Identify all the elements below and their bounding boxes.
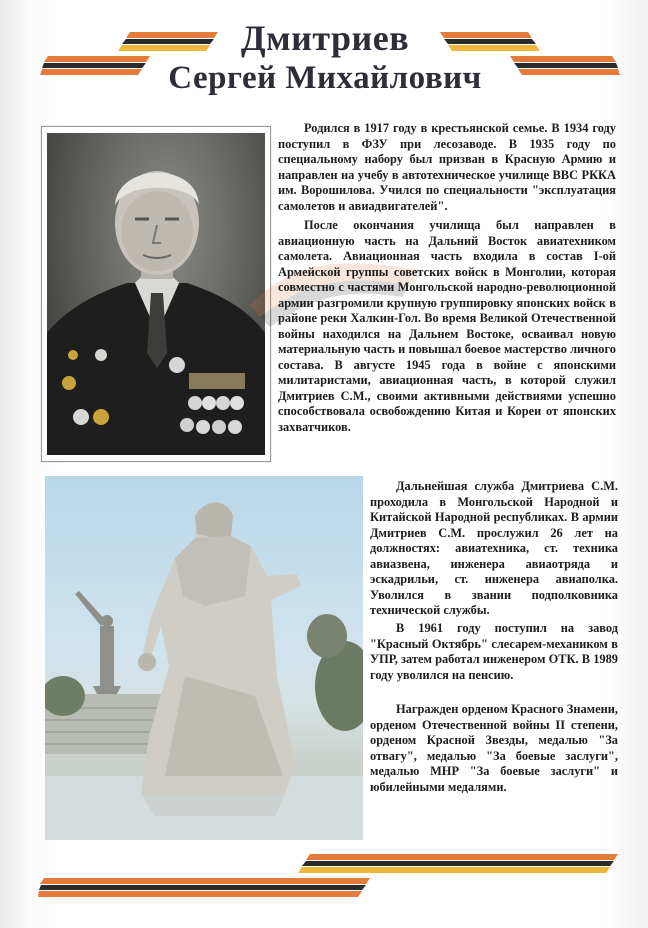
ribbon-top-right [440,30,620,78]
bio-paragraph-3: Дальнейшая служба Дмитриева С.М. проходила в Монгольской Народной и Китайской Народной республиках. В армии Дмитриев С.М. прослужил 26 лет на должностях: авиатехника, ст. техника авиазвена, инженера авиаотряда и эскадрильи, ст. инженера авиаполка. Уволился в звании подполковника технической службы. [370,479,618,617]
monument-photo [45,476,363,840]
st-george-ribbon-icon [40,32,218,75]
bio-paragraph-4: В 1961 году поступил на завод "Красный Октябрь" слесарем-механиком в УПР, затем работал инженером ОТК. В 1989 году уволился на пенсию. [370,621,618,682]
ribbon-bottom [38,852,620,904]
bio-paragraph-5: Награжден орденом Красного Знамени, орденом Отечественной войны II степени, орденом Красной Звезды, медалью "За отвагу", медалью "За боевые заслуги", медалью МНР "За боевые заслуги" и юбилейными медалями. [370,702,618,794]
st-george-ribbon-icon [440,32,620,75]
mamayev-kurgan-monument-icon [45,476,363,840]
portrait-frame [41,126,271,462]
title-name: Сергей Михайлович [168,60,482,96]
bio-paragraph-2: После окончания училища был направлен в авиационную часть на Дальний Восток авиатехником самолета. Авиационная часть входила в состав I-ой Армейской группы советских войск в Монголии, которая совместно с частями Монгольской народно-революционной армии разгромили крупную группировку японских войск в районе реки Халкин-Гол. Во время Великой Отечественной войны находился на Дальнем Востоке, осваивал новую материальную часть и повышал боевое мастерство личного состава. В августе 1945 года в войне с японскими милитаристами, авиационная часть, в которой служил Дмитриев С.М., своими активными действиями успешно способствовала освобождению Китая и Кореи от японских захватчиков. [278,218,616,434]
title-surname: Дмитриев [240,18,410,58]
portrait-photo [47,133,265,455]
ribbon-top-left [40,30,220,78]
bio-paragraph-1: Родился в 1917 году в крестьянской семье. В 1934 году поступил в ФЗУ при лесозаводе. В 1935 году по специальному набору был призван в Красную Армию и направлен на учебу в автотехническое училище ВВС РККА им. Ворошилова. Учился по специальности "эксплуатация самолетов и авиадвигателей". [278,121,616,213]
st-george-ribbon-icon [38,854,618,897]
veteran-portrait-icon [47,133,265,455]
